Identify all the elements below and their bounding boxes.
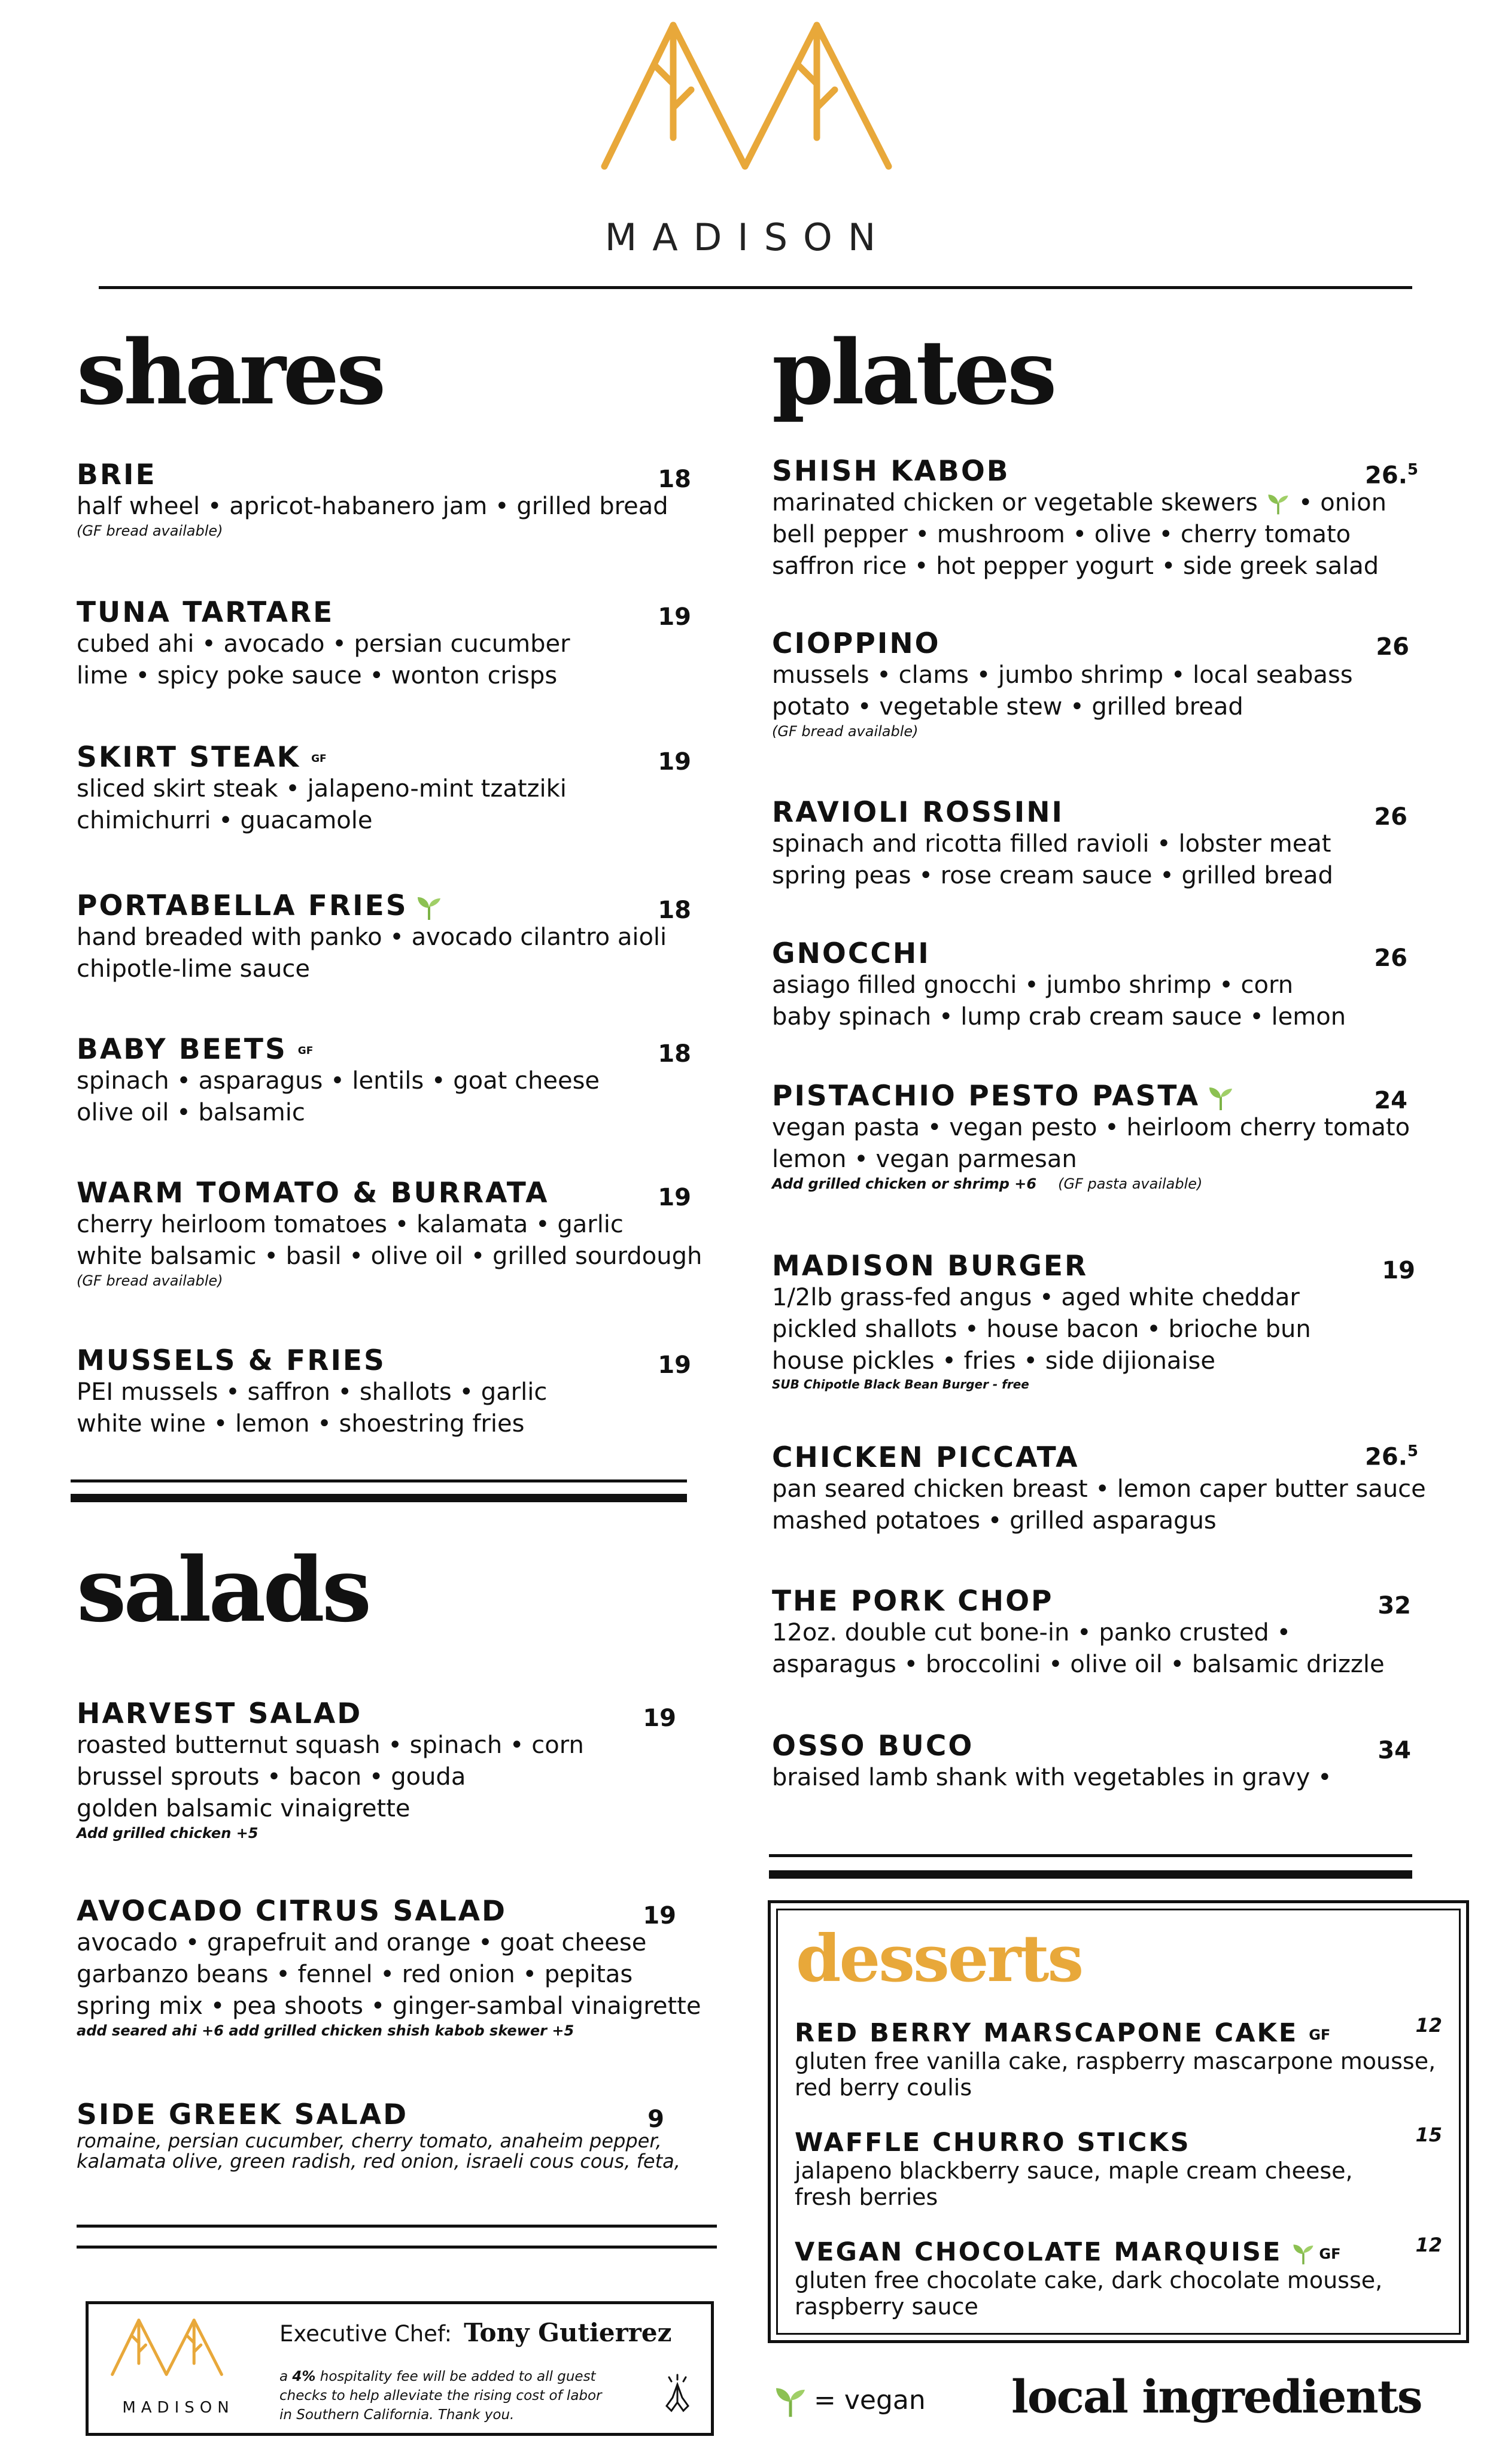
item-desc: chimichurri • guacamole [77,806,373,834]
section-divider [71,1494,687,1502]
item-price: 32 [1378,1592,1411,1620]
item-desc: lime • spicy poke sauce • wonton crisps [77,661,558,689]
item-desc: spring peas • rose cream sauce • grilled bread [772,861,1333,889]
menu-item-brie [77,460,668,539]
plates-title: plates [772,320,1054,424]
item-desc: baby spinach • lump crab cream sauce • lemon [772,1002,1346,1031]
menu-item-chicken-piccata [772,1442,1426,1537]
item-desc: lemon • vegan parmesan [772,1145,1077,1173]
menu-item-the-pork-chop [772,1586,1385,1681]
item-desc: garbanzo beans • fennel • red onion • pepitas [77,1960,633,1988]
mini-brand-name: MADISON [122,2399,235,2417]
vegan-legend [773,2385,926,2419]
item-name: CIOPPINO [772,627,941,660]
item-desc: spinach • asparagus • lentils • goat cheese [77,1067,600,1095]
menu-item-ravioli-rossini [772,797,1333,892]
item-desc: cherry heirloom tomatoes • kalamata • garlic [77,1210,624,1238]
fee-note-prefix: a [279,2369,293,2384]
menu-item-pistachio-pesto-pasta [772,1081,1410,1192]
item-price: 34 [1378,1737,1411,1764]
section-divider [77,2225,717,2228]
item-price: 19 [658,748,691,776]
item-addon-note: add seared ahi +6 add grilled chicken shish kabob skewer +5 [77,2022,574,2039]
item-desc: braised lamb shank with vegetables in gravy • [772,1763,1332,1791]
gf-tag: GF [297,1045,314,1058]
item-price: 26 [1374,944,1407,972]
item-desc: sliced skirt steak • jalapeno-mint tzatziki [77,774,567,803]
item-name: SIDE GREEK SALAD [77,2098,409,2131]
madison-logo-mark [108,2311,227,2383]
item-desc: olive oil • balsamic [77,1098,305,1126]
item-desc: pan seared chicken breast • lemon caper butter sauce [772,1475,1426,1503]
madison-logo-mark [592,18,904,174]
vegan-sprout-icon [1291,2242,1315,2266]
menu-item-osso-buco [772,1731,1332,1794]
item-desc: potato • vegetable stew • grilled bread [772,692,1243,721]
item-desc: gluten free chocolate cake, dark chocolate mousse, [795,2267,1383,2293]
item-price: 12 [1415,2014,1442,2037]
item-name: THE PORK CHOP [772,1585,1054,1618]
item-name: RAVIOLI ROSSINI [772,796,1065,829]
item-name: GNOCCHI [772,937,931,970]
section-divider [71,1479,687,1482]
item-price: 26 [1376,633,1409,661]
item-price: 26.$^5$ [1365,461,1418,490]
menu-item-skirt-steak [77,742,567,837]
item-desc: red berry coulis [795,2074,972,2101]
item-desc: kalamata olive, green radish, red onion, israeli cous cous, feta, [77,2149,680,2173]
fee-percent: 4% [292,2369,316,2384]
item-name: BRIE [77,458,157,491]
item-name: OSSO BUCO [772,1730,974,1763]
item-desc: 12oz. double cut bone-in • panko crusted • [772,1618,1291,1646]
item-name: HARVEST SALAD [77,1697,363,1730]
menu-item-cioppino [772,628,1353,740]
item-desc: hand breaded with panko • avocado cilantro aioli [77,923,667,951]
item-name: PISTACHIO PESTO PASTA [772,1080,1200,1113]
shares-title: shares [77,320,384,424]
item-price: 26 [1374,803,1407,831]
item-name: MUSSELS & FRIES [77,1344,386,1377]
item-desc: white wine • lemon • shoestring fries [77,1409,525,1438]
item-price: 24 [1374,1087,1407,1114]
item-name: TUNA TARTARE [77,596,335,629]
item-desc: • onion [1298,488,1386,517]
menu-item-madison-burger [772,1251,1311,1391]
gf-tag: GF [311,753,327,765]
menu-item-baby-beets [77,1034,600,1129]
item-desc: half wheel • apricot-habanero jam • grilled bread [77,492,668,520]
menu-item-shish-kabob [772,456,1386,582]
menu-item-mussels-fries [77,1345,547,1440]
item-price: 19 [1382,1257,1415,1284]
salads-title: salads [77,1538,369,1642]
item-desc: jalapeno blackberry sauce, maple cream cheese, [795,2158,1353,2184]
item-desc: vegan pasta • vegan pesto • heirloom cherry tomato [772,1113,1410,1141]
dessert-item-red-berry-cake [795,2018,1436,2101]
vegan-sprout-icon [415,895,443,921]
item-desc: roasted butternut squash • spinach • corn [77,1731,584,1759]
item-price: 19 [643,1902,676,1930]
item-name: WAFFLE CHURRO STICKS [795,2128,1191,2158]
item-price: 18 [658,466,691,493]
item-price: 19 [643,1705,676,1732]
chef-label: Executive Chef: [279,2321,452,2347]
item-price: 15 [1415,2123,1442,2146]
gf-tag: GF [1319,2245,1341,2262]
item-price: 19 [658,1184,691,1211]
item-price: 18 [658,897,691,924]
local-ingredients-label: local ingredients [1011,2370,1422,2423]
item-desc: fresh berries [795,2184,938,2210]
item-price: 12 [1415,2234,1442,2256]
item-price: 9 [647,2106,664,2133]
brand-name: MADISON [604,215,892,259]
item-name: VEGAN CHOCOLATE MARQUISE [795,2237,1282,2267]
fee-note-line: in Southern California. Thank you. [279,2407,515,2423]
item-note: (GF pasta available) [1058,1175,1203,1192]
item-name: SHISH KABOB [772,455,1010,488]
chef-line [279,2318,671,2347]
item-name: RED BERRY MARSCAPONE CAKE [795,2018,1299,2048]
item-desc: bell pepper • mushroom • olive • cherry tomato [772,520,1351,548]
header-divider [99,286,1412,289]
menu-item-tuna-tartare [77,597,570,692]
item-desc: PEI mussels • saffron • shallots • garlic [77,1378,548,1406]
vegan-sprout-icon [1207,1085,1234,1111]
item-desc: avocado • grapefruit and orange • goat cheese [77,1928,647,1956]
vegan-sprout-icon [773,2385,808,2419]
fee-note-text: hospitality fee will be added to all guest [315,2369,596,2384]
item-price: 19 [658,603,691,631]
item-name: MADISON BURGER [772,1250,1088,1283]
item-desc: cubed ahi • avocado • persian cucumber [77,630,570,658]
item-name: AVOCADO CITRUS SALAD [77,1895,507,1928]
item-note: (GF bread available) [77,522,223,539]
menu-item-portabella-fries [77,891,667,985]
menu-item-harvest-salad [77,1699,584,1842]
item-note: (GF bread available) [77,1272,223,1289]
item-desc: white balsamic • basil • olive oil • grilled sourdough [77,1242,703,1270]
section-divider [769,1870,1412,1879]
item-desc: asiago filled gnocchi • jumbo shrimp • corn [772,971,1294,999]
vegan-sprout-icon [1266,492,1290,516]
item-desc: raspberry sauce [795,2293,978,2320]
item-price: 26.$^5$ [1365,1442,1418,1471]
item-addon-note: Add grilled chicken or shrimp +6 [772,1175,1037,1192]
item-desc: house pickles • fries • side dijionaise [772,1347,1215,1375]
dessert-item-vegan-chocolate-marquise [795,2237,1382,2320]
item-price: 19 [658,1351,691,1379]
item-desc: romaine, persian cucumber, cherry tomato, anaheim pepper, [77,2129,662,2152]
item-addon-note: SUB Chipotle Black Bean Burger - free [772,1377,1029,1391]
fee-note-line: checks to help alleviate the rising cost of labor [279,2388,602,2404]
praying-hands-icon [653,2371,701,2419]
item-name: CHICKEN PICCATA [772,1441,1080,1474]
dessert-item-waffle-churro-sticks [795,2128,1353,2210]
item-desc: pickled shallots • house bacon • brioche bun [772,1315,1311,1343]
vegan-legend-text: = vegan [814,2385,926,2416]
item-desc: saffron rice • hot pepper yogurt • side greek salad [772,552,1379,580]
section-divider [77,2246,717,2249]
item-price: 18 [658,1040,691,1068]
item-desc: chipotle-lime sauce [77,955,310,983]
item-desc: marinated chicken or vegetable skewers [772,488,1258,517]
item-desc: gluten free vanilla cake, raspberry mascarpone mousse, [795,2048,1436,2074]
item-desc: mashed potatoes • grilled asparagus [772,1506,1217,1535]
item-name: WARM TOMATO & BURRATA [77,1177,549,1210]
item-name: BABY BEETS [77,1033,287,1066]
item-desc: asparagus • broccolini • olive oil • balsamic drizzle [772,1650,1385,1678]
item-note: (GF bread available) [772,722,919,740]
gf-tag: GF [1309,2026,1331,2043]
item-desc: mussels • clams • jumbo shrimp • local seabass [772,661,1353,689]
section-divider [769,1854,1412,1857]
item-addon-note: Add grilled chicken +5 [77,1824,259,1842]
item-name: SKIRT STEAK [77,741,301,774]
desserts-title: desserts [796,1921,1083,1997]
chef-name: Tony Gutierrez [464,2318,672,2347]
menu-item-gnocchi [772,938,1346,1033]
item-desc: spring mix • pea shoots • ginger-sambal vinaigrette [77,1992,701,2020]
item-desc: 1/2lb grass-fed angus • aged white cheddar [772,1283,1300,1311]
item-desc: brussel sprouts • bacon • gouda [77,1763,466,1791]
item-desc: golden balsamic vinaigrette [77,1794,411,1822]
hospitality-fee-note [279,2367,602,2424]
item-desc: spinach and ricotta filled ravioli • lobster meat [772,830,1331,858]
item-name: PORTABELLA FRIES [77,889,408,922]
